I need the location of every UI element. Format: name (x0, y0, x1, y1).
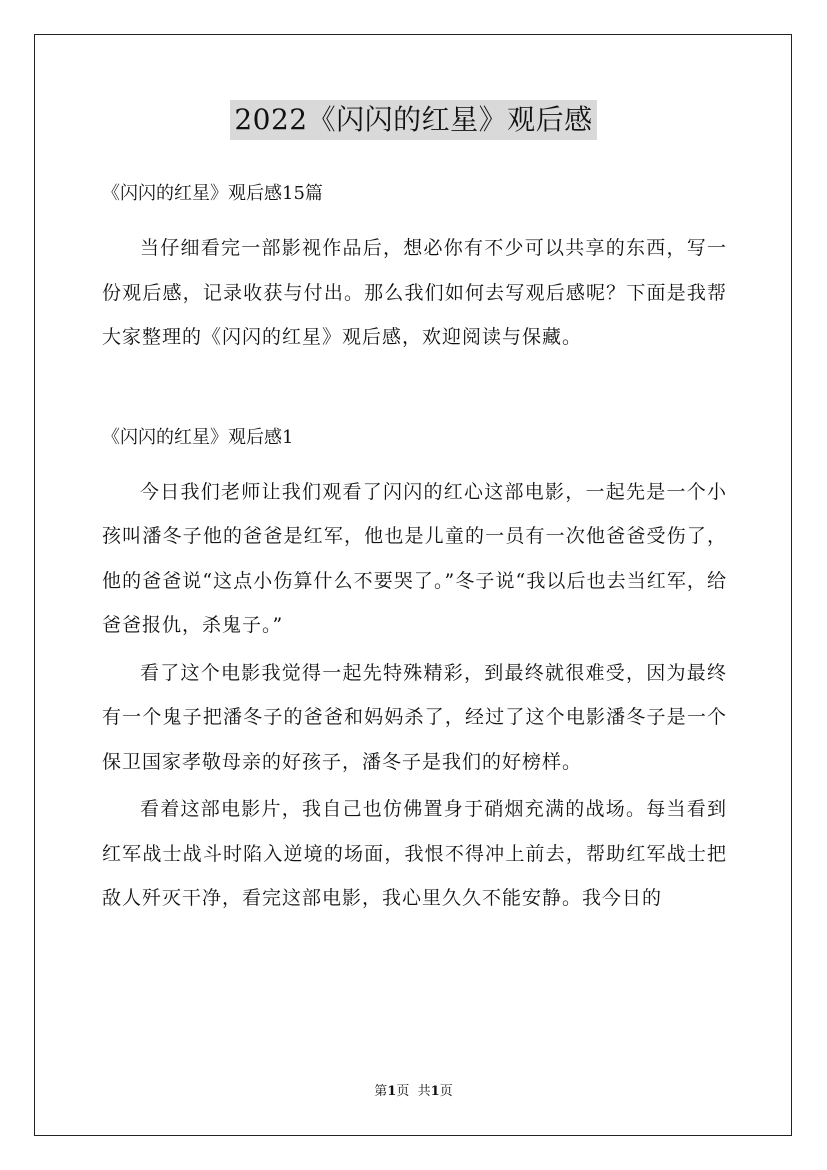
total-suffix: 页 (439, 1084, 453, 1099)
page-current: 1 (387, 1084, 397, 1099)
spacer (102, 212, 727, 226)
body-paragraph: 看了这个电影我觉得一起先特殊精彩，到最终就很难受，因为最终有一个鬼子把潘冬子的爸爸和妈妈杀了，经过了这个电影潘冬子是一个保卫国家孝敬母亲的好孩子，潘冬子是我们的好榜样。 (102, 661, 727, 773)
document-subtitle: 《闪闪的红星》观后感15篇 (102, 183, 323, 204)
body-paragraph: 今日我们老师让我们观看了闪闪的红心这部电影，一起先是一个小孩叫潘冬子他的爸爸是红军，他也是儿童的一员有一次他爸爸受伤了，他的爸爸说“这点小伤算什么不要哭了。”冬子说“我以后也去当红军，给爸爸报仇，杀鬼子。” (102, 480, 727, 636)
page-prefix: 第 (374, 1084, 388, 1099)
spacer (102, 360, 727, 420)
document-body (102, 176, 727, 921)
section-heading: 《闪闪的红星》观后感1 (102, 426, 294, 448)
body-paragraph: 看着这部电影片，我自己也仿佛置身于硝烟充满的战场。每当看到红军战士战斗时陷入逆境的场面，我恨不得冲上前去，帮助红军战士把敌人歼灭干净，看完这部电影，我心里久久不能安静。我今日的 (102, 798, 727, 909)
total-prefix: 共 (417, 1084, 431, 1099)
page-total: 1 (430, 1084, 440, 1099)
page-footer (0, 1082, 827, 1102)
intro-paragraph: 当仔细看完一部影视作品后，想必你有不少可以共享的东西，写一份观后感，记录收获与付出。那么我们如何去写观后感呢？下面是我帮大家整理的《闪闪的红星》观后感，欢迎阅读与保藏。 (102, 237, 727, 348)
spacer (102, 456, 727, 470)
title-container (0, 100, 827, 140)
document-title: 2022《闪闪的红星》观后感 (230, 100, 596, 140)
page-suffix: 页 (396, 1084, 410, 1099)
